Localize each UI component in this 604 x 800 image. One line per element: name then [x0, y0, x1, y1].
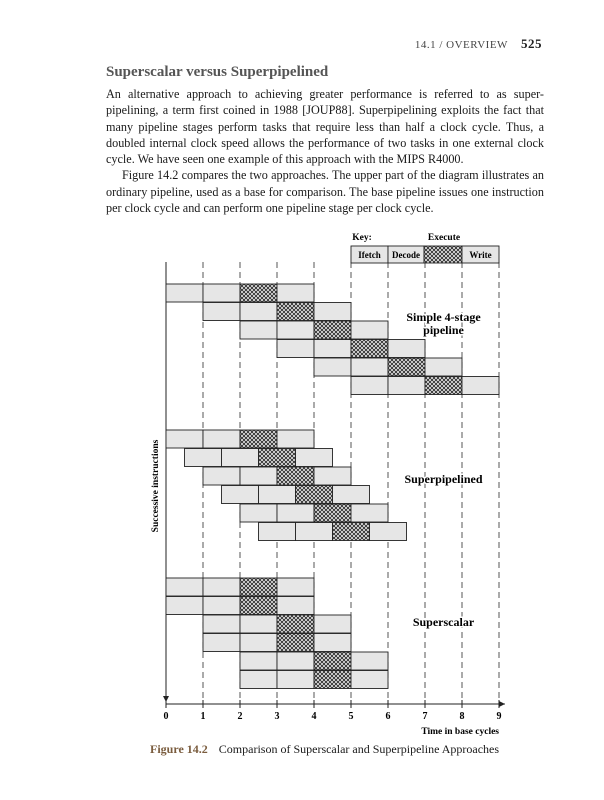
stage-box — [240, 597, 277, 615]
x-axis-arrow — [499, 701, 505, 707]
page-number: 525 — [521, 36, 542, 51]
stage-box — [203, 597, 240, 615]
stage-box — [351, 358, 388, 376]
stage-box — [314, 615, 351, 633]
stage-box — [314, 467, 351, 485]
stage-box — [203, 303, 240, 321]
stage-box — [203, 284, 240, 302]
stage-box — [277, 615, 314, 633]
stage-box — [277, 671, 314, 689]
stage-box — [277, 634, 314, 652]
stage-box — [240, 467, 277, 485]
paragraph-2: Figure 14.2 compares the two approaches. The upper part of the diagram illustrates an ordinary pipeline, used as a base for comparison. The base pipeline issues one instruction per clock cycle and can perform one pipeline stage per clock cycle. — [106, 168, 544, 216]
x-tick-label: 0 — [163, 711, 169, 722]
figure-caption — [150, 742, 499, 757]
figure-label: Figure 14.2 — [150, 742, 208, 756]
stage-box — [203, 634, 240, 652]
stage-box — [259, 449, 296, 467]
section-label: Superpipelined — [404, 472, 483, 486]
x-axis-label: Time in base cycles — [421, 727, 499, 737]
x-tick-label: 5 — [348, 711, 354, 722]
x-tick-label: 9 — [496, 711, 502, 722]
stage-box — [425, 377, 462, 395]
stage-box — [240, 321, 277, 339]
stage-box — [314, 634, 351, 652]
stage-box — [166, 597, 203, 615]
stage-box — [277, 303, 314, 321]
key-execute-label: Execute — [427, 233, 461, 243]
stage-box — [351, 321, 388, 339]
running-head-section: 14.1 / OVERVIEW — [414, 39, 508, 51]
stage-box — [277, 321, 314, 339]
stage-box — [351, 377, 388, 395]
stage-box — [222, 486, 259, 504]
stage-box — [425, 358, 462, 376]
key-stage-label: Decode — [392, 250, 420, 260]
section-label: pipeline — [423, 323, 464, 337]
stage-box — [333, 523, 370, 541]
stage-box — [240, 284, 277, 302]
stage-box — [203, 615, 240, 633]
x-tick-label: 8 — [459, 711, 465, 722]
stage-box — [240, 615, 277, 633]
stage-box — [203, 578, 240, 596]
stage-box — [296, 523, 333, 541]
section-label: Simple 4-stage — [406, 310, 481, 324]
stage-box — [277, 284, 314, 302]
stage-box — [277, 652, 314, 670]
stage-box — [222, 449, 259, 467]
key-label: Key: — [352, 233, 372, 243]
stage-box — [314, 358, 351, 376]
key-stage-label: Write — [469, 250, 492, 260]
stage-box — [333, 486, 370, 504]
stage-box — [388, 377, 425, 395]
stage-box — [203, 467, 240, 485]
stage-box — [388, 340, 425, 358]
stage-box — [277, 467, 314, 485]
stage-box — [351, 671, 388, 689]
stage-box — [314, 340, 351, 358]
stage-box — [240, 652, 277, 670]
section-title: Superscalar versus Superpipelined — [106, 64, 329, 80]
stage-box — [259, 486, 296, 504]
stage-box — [240, 578, 277, 596]
stage-box — [277, 578, 314, 596]
x-tick-label: 2 — [237, 711, 243, 722]
stage-box — [351, 504, 388, 522]
stage-box — [240, 671, 277, 689]
stage-box — [462, 377, 499, 395]
stage-box — [185, 449, 222, 467]
stage-box — [240, 430, 277, 448]
paragraph-1: An alternative approach to achieving greater performance is referred to as super-pipelining, a term first coined in 1988 [JOUP88]. Superpipelining exploits the fact that many pipeline stages perform tasks that require less than half a clock cycle. Thus, a doubled internal clock speed allows the performance of two tasks in one external clock cycle. We have seen one example of this approach with the MIPS R4000. — [106, 87, 544, 167]
stage-box — [388, 358, 425, 376]
stage-box — [277, 340, 314, 358]
key-box — [424, 246, 462, 263]
stage-box — [314, 652, 351, 670]
stage-box — [314, 504, 351, 522]
stage-box — [296, 486, 333, 504]
stage-box — [240, 504, 277, 522]
x-tick-label: 4 — [311, 711, 317, 722]
stage-box — [240, 634, 277, 652]
stage-box — [296, 449, 333, 467]
stage-box — [166, 578, 203, 596]
stage-box — [166, 430, 203, 448]
x-tick-label: 6 — [385, 711, 391, 722]
stage-box — [203, 430, 240, 448]
key-stage-label: Ifetch — [358, 250, 381, 260]
stage-box — [370, 523, 407, 541]
x-tick-label: 3 — [274, 711, 280, 722]
stage-box — [314, 303, 351, 321]
stage-box — [277, 597, 314, 615]
stage-box — [240, 303, 277, 321]
x-tick-label: 7 — [422, 711, 428, 722]
stage-box — [259, 523, 296, 541]
stage-box — [351, 340, 388, 358]
stage-box — [277, 430, 314, 448]
stage-box — [166, 284, 203, 302]
stage-box — [314, 321, 351, 339]
stage-box — [314, 671, 351, 689]
stage-box — [351, 652, 388, 670]
stage-box — [277, 504, 314, 522]
section-label: Superscalar — [412, 615, 475, 629]
figure-caption-text: Comparison of Superscalar and Superpipeline Approaches — [218, 742, 500, 756]
x-tick-label: 1 — [200, 711, 206, 722]
y-axis-label: Successive instructions — [151, 439, 161, 533]
